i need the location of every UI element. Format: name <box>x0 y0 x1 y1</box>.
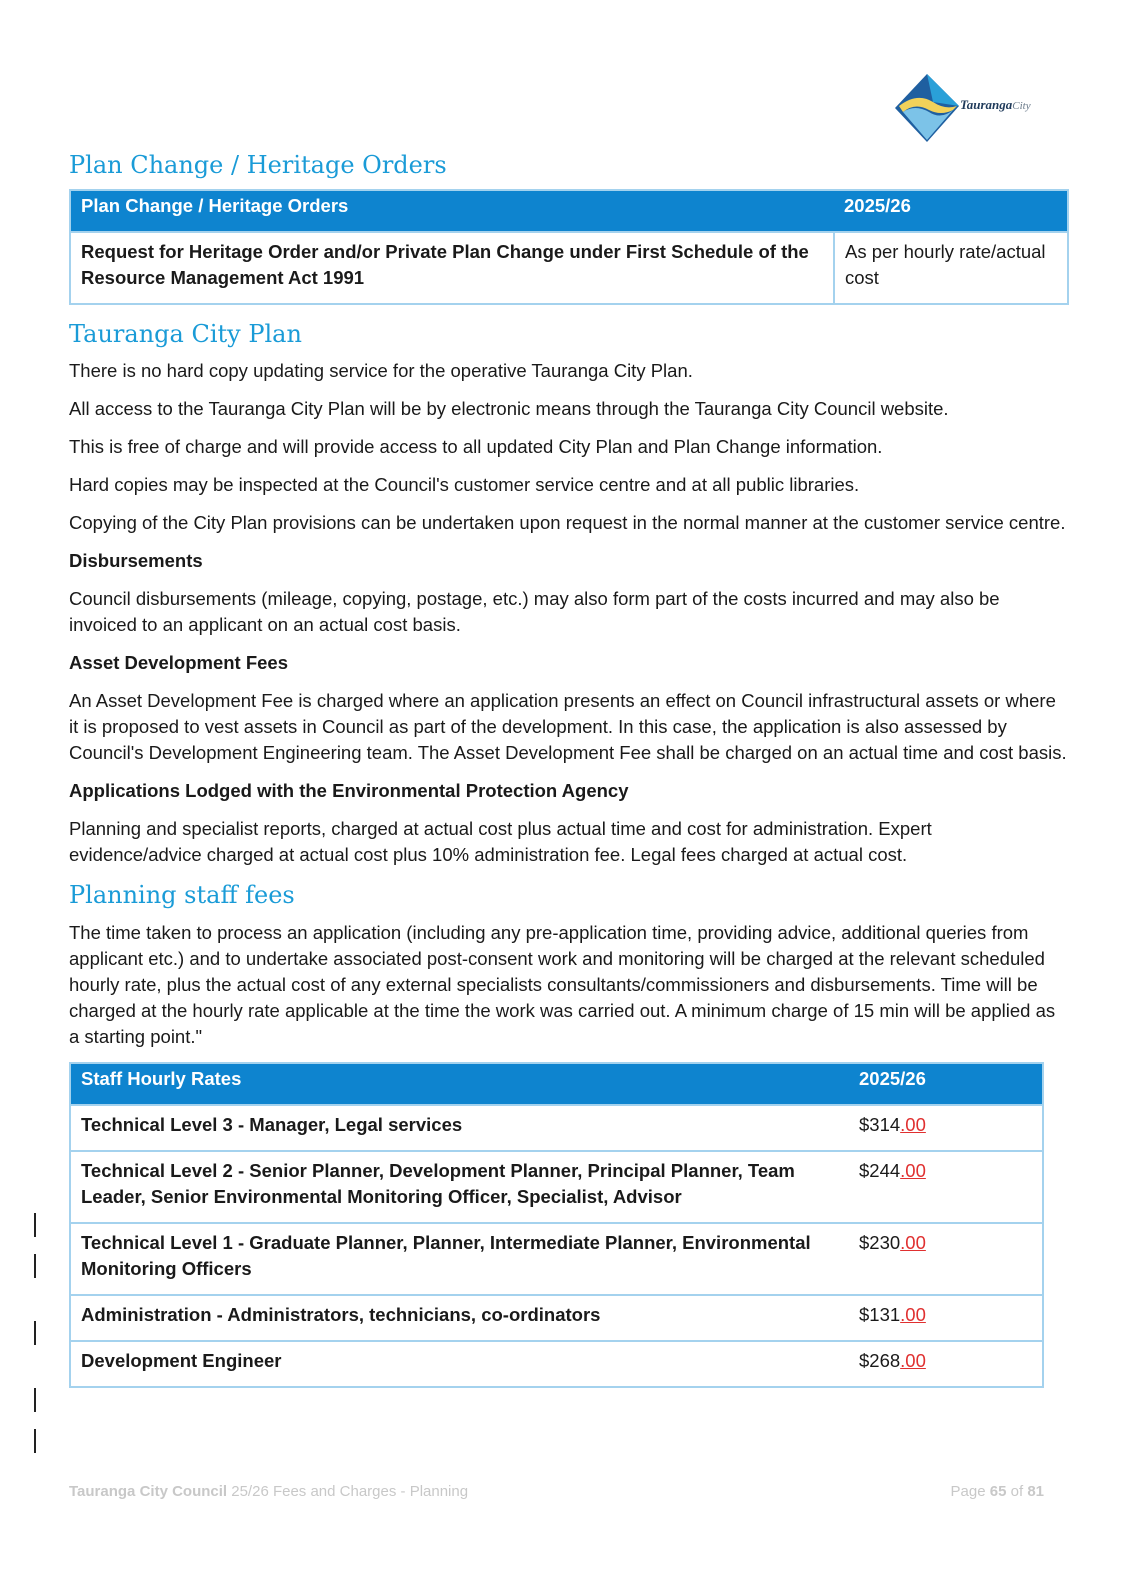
page-footer <box>69 1483 1044 1500</box>
rate-label: Administration - Administrators, technicians, co-ordinators <box>70 1295 849 1341</box>
rate-value: $230.00 <box>849 1223 1043 1295</box>
paragraph: All access to the Tauranga City Plan will be by electronic means through the Tauranga City Council website. <box>69 398 949 420</box>
table-cell-price: As per hourly rate/actual cost <box>834 232 1068 304</box>
rate-value: $131.00 <box>849 1295 1043 1341</box>
table-header-row <box>70 190 1068 232</box>
column-header: Staff Hourly Rates <box>70 1063 849 1105</box>
disbursements-text: Council disbursements (mileage, copying, postage, etc.) may also form part of the costs incurred and may also be invoiced to an applicant on an actual cost basis. <box>69 588 1000 636</box>
table-row <box>70 232 1068 304</box>
epa-text: Planning and specialist reports, charged at actual cost plus actual time and cost for administration. Expert evidence/advice charged at actual cost plus 10% administration fee. Legal fees charged at actual cost. <box>69 818 932 866</box>
column-header: 2025/26 <box>849 1063 1043 1105</box>
column-header: Plan Change / Heritage Orders <box>70 190 834 232</box>
epa-subheading: Applications Lodged with the Environmental Protection Agency <box>69 780 629 802</box>
asset-fees-text: An Asset Development Fee is charged where an application presents an effect on Council infrastructural assets or where it is proposed to vest assets in Council as part of the development. In this case, the application is also assessed by Council's Development Engineering team. The Asset Development Fee shall be charged on an actual time and cost basis. <box>69 690 1067 764</box>
table-header-row <box>70 1063 1043 1105</box>
disbursements-subheading: Disbursements <box>69 550 203 572</box>
plan-change-table <box>69 189 1069 305</box>
paragraph: This is free of charge and will provide access to all updated City Plan and Plan Change information. <box>69 436 883 458</box>
rate-value: $314.00 <box>849 1105 1043 1151</box>
plan-change-heading: Plan Change / Heritage Orders <box>69 151 447 179</box>
revision-bar <box>34 1429 36 1453</box>
column-header: 2025/26 <box>834 190 1068 232</box>
staff-fees-heading: Planning staff fees <box>69 881 295 910</box>
rate-value: $268.00 <box>849 1341 1043 1387</box>
revision-bar <box>34 1254 36 1278</box>
revision-bar <box>34 1321 36 1345</box>
paragraph: Copying of the City Plan provisions can be undertaken upon request in the normal manner at the customer service centre. <box>69 512 1066 534</box>
staff-fees-intro: The time taken to process an application (including any pre-application time, providing advice, additional queries from applicant etc.) and to undertake associated post-consent work and monitoring will be charged at the relevant scheduled hourly rate, plus the actual cost of any external specialists consultants/commissioners and disbursements. Time will be charged at the hourly rate applicable at the time the work was carried out. A minimum charge of 15 min will be applied as a starting point." <box>69 921 1056 1047</box>
asset-fees-subheading: Asset Development Fees <box>69 652 289 674</box>
table-row <box>70 1151 1043 1223</box>
table-row <box>70 1341 1043 1387</box>
revision-bar <box>34 1213 36 1237</box>
city-plan-heading: Tauranga City Plan <box>69 320 302 349</box>
page-number: Page 65 of 81 <box>950 1483 1044 1500</box>
table-row <box>70 1105 1043 1151</box>
table-row <box>70 1295 1043 1341</box>
footer-org: Tauranga City Council 25/26 Fees and Charges - Planning <box>69 1483 469 1500</box>
paragraph: Hard copies may be inspected at the Council's customer service centre and at all public libraries. <box>69 474 860 496</box>
tauranga-city-logo <box>893 72 1073 144</box>
page-content <box>69 150 1069 1402</box>
rate-label: Technical Level 3 - Manager, Legal services <box>70 1105 849 1151</box>
logo-mark-icon <box>893 72 961 144</box>
rate-value: $244.00 <box>849 1151 1043 1223</box>
staff-rates-table <box>69 1062 1044 1388</box>
paragraph: There is no hard copy updating service for the operative Tauranga City Plan. <box>69 360 693 382</box>
table-row <box>70 1223 1043 1295</box>
logo-wordmark: TaurangaCity <box>960 97 1031 112</box>
revision-bar <box>34 1388 36 1412</box>
rate-label: Technical Level 1 - Graduate Planner, Planner, Intermediate Planner, Environmental Monitoring Officers <box>70 1223 849 1295</box>
rate-label: Technical Level 2 - Senior Planner, Development Planner, Principal Planner, Team Leader, Senior Environmental Monitoring Officer, Specialist, Advisor <box>70 1151 849 1223</box>
table-cell-description: Request for Heritage Order and/or Private Plan Change under First Schedule of the Resource Management Act 1991 <box>70 232 834 304</box>
rate-label: Development Engineer <box>70 1341 849 1387</box>
